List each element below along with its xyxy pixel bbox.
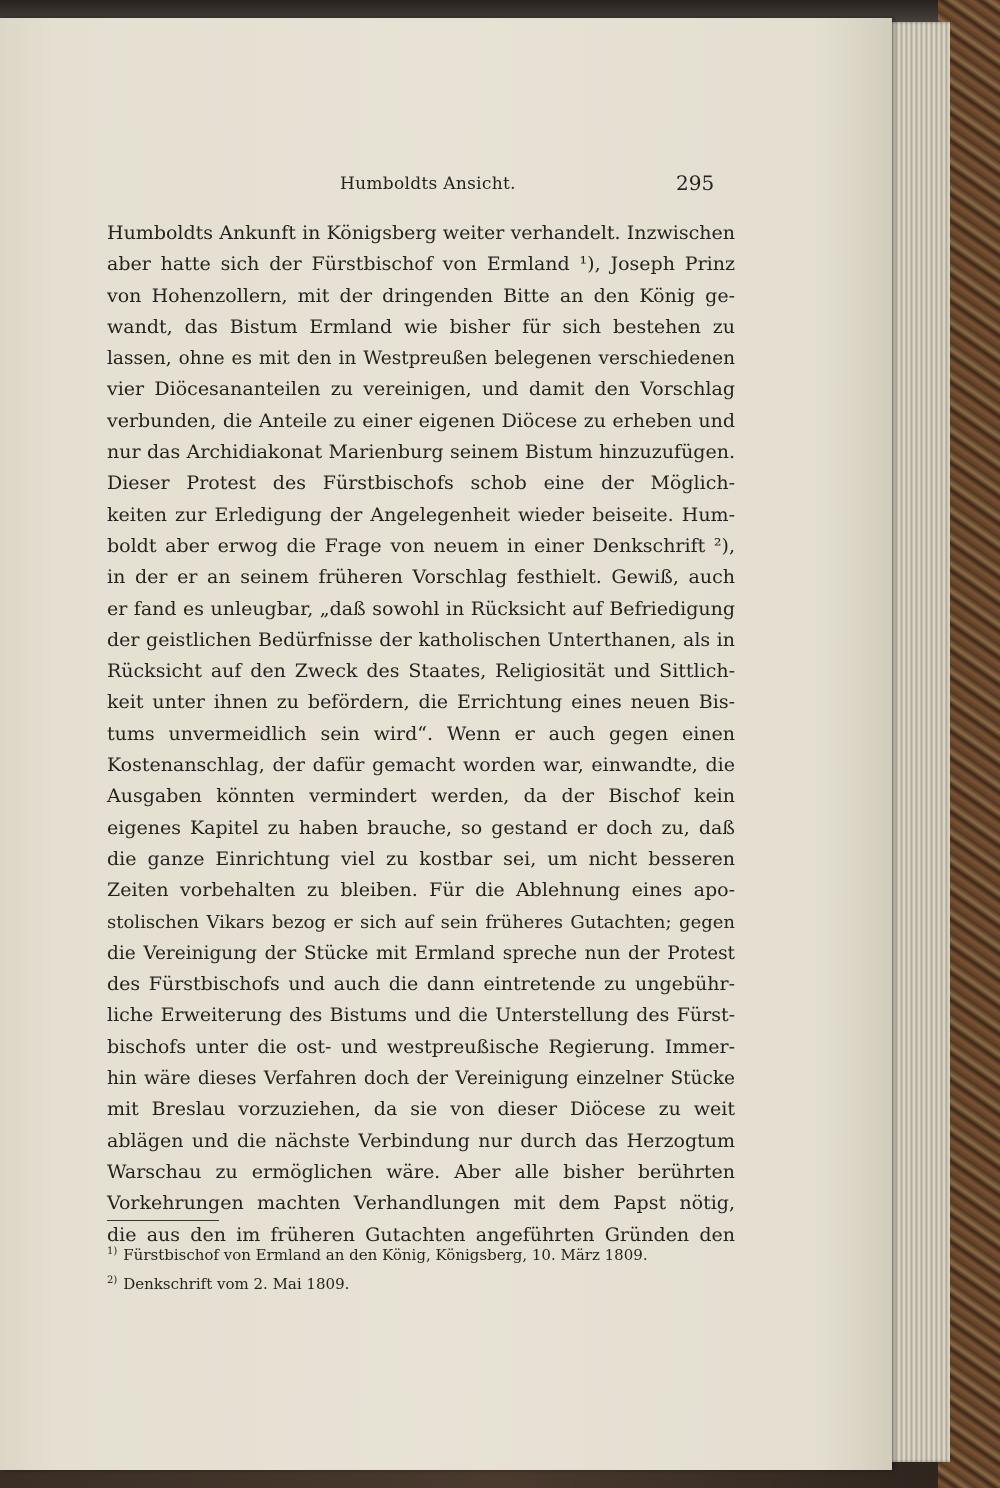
body-line: Zeiten vorbehalten zu bleiben. Für die Ablehnung eines apo- (107, 879, 735, 902)
footnote-rule (107, 1220, 219, 1221)
footnote-text: Denkschrift vom 2. Mai 1809. (123, 1275, 350, 1293)
footnote-marker: 1) (107, 1246, 118, 1257)
body-line: nur das Archidiakonat Marienburg seinem Bistum hinzuzufügen. (107, 441, 735, 464)
book-page (0, 18, 892, 1470)
body-line: ablägen und die nächste Verbindung nur durch das Herzogtum (107, 1129, 735, 1152)
page-stack-edge (888, 22, 950, 1462)
body-line: Ausgaben könnten vermindert werden, da der Bischof kein (107, 785, 735, 808)
body-line: Rücksicht auf den Zweck des Staates, Religiosität und Sittlich- (107, 660, 735, 683)
body-text (107, 218, 735, 1251)
running-head: Humboldts Ansicht. (340, 174, 516, 194)
body-line: der geistlichen Bedürfnisse der katholischen Unterthanen, als in (107, 628, 735, 651)
body-line: aber hatte sich der Fürstbischof von Ermland ¹), Joseph Prinz (107, 253, 735, 276)
body-line: hin wäre dieses Verfahren doch der Vereinigung einzelner Stücke (107, 1068, 735, 1090)
body-line: bischofs unter die ost- und westpreußische Regierung. Immer- (107, 1035, 735, 1058)
body-line: boldt aber erwog die Frage von neuem in einer Denkschrift ²), (107, 534, 735, 557)
body-line: stolischen Vikars bezog er sich auf sein früheres Gutachten; gegen (107, 911, 735, 933)
page-number: 295 (676, 171, 715, 195)
body-line: die ganze Einrichtung viel zu kostbar sei, um nicht besseren (107, 847, 735, 870)
body-line: Vorkehrungen machten Verhandlungen mit dem Papst nötig, (107, 1192, 735, 1215)
body-line: die aus den im früheren Gutachten angeführten Gründen den (107, 1223, 735, 1246)
footnote (107, 1266, 735, 1295)
footnote-text: Fürstbischof von Ermland an den König, Königsberg, 10. März 1809. (123, 1246, 648, 1264)
body-line: tums unvermeidlich sein wird“. Wenn er auch gegen einen (107, 722, 735, 745)
footnote-marker: 2) (107, 1275, 118, 1286)
body-line: Kostenanschlag, der dafür gemacht worden war, einwandte, die (107, 754, 735, 777)
body-line: keiten zur Erledigung der Angelegenheit wieder beiseite. Hum- (107, 503, 735, 526)
body-line: die Vereinigung der Stücke mit Ermland spreche nun der Protest (107, 942, 735, 964)
body-line: von Hohenzollern, mit der dringenden Bitte an den König ge- (107, 284, 735, 307)
body-line: liche Erweiterung des Bistums und die Unterstellung des Fürst- (107, 1004, 735, 1027)
footnote (107, 1237, 735, 1266)
body-line: er fand es unleugbar, „daß sowohl in Rücksicht auf Befriedigung (107, 597, 735, 620)
body-line: wandt, das Bistum Ermland wie bisher für sich bestehen zu (107, 315, 735, 338)
body-line: mit Breslau vorzuziehen, da sie von dieser Diöcese zu weit (107, 1098, 735, 1121)
body-line: verbunden, die Anteile zu einer eigenen Diöcese zu erheben und (107, 409, 735, 432)
footnotes (107, 1237, 735, 1295)
body-line: lassen, ohne es mit den in Westpreußen belegenen verschiedenen (107, 348, 735, 370)
body-line: Warschau zu ermöglichen wäre. Aber alle bisher berührten (107, 1160, 735, 1183)
body-line: in der er an seinem früheren Vorschlag festhielt. Gewiß, auch (107, 566, 735, 589)
body-line: keit unter ihnen zu befördern, die Errichtung eines neuen Bis- (107, 691, 735, 714)
body-line: Humboldts Ankunft in Königsberg weiter verhandelt. Inzwischen (107, 222, 735, 244)
body-line: eigenes Kapitel zu haben brauche, so gestand er doch zu, daß (107, 816, 735, 839)
body-line: vier Diöcesananteilen zu vereinigen, und damit den Vorschlag (107, 378, 735, 401)
body-line: Dieser Protest des Fürstbischofs schob eine der Möglich- (107, 472, 735, 495)
body-line: des Fürstbischofs und auch die dann eintretende zu ungebühr- (107, 973, 735, 996)
